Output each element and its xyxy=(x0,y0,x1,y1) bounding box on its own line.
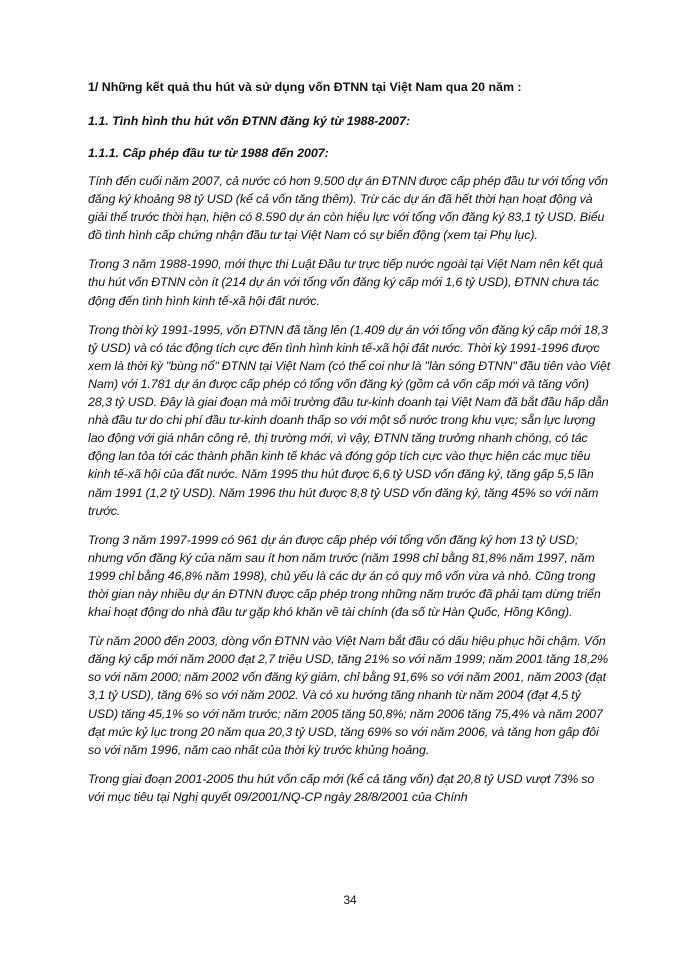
body-paragraph: Trong thời kỳ 1991-1995, vốn ĐTNN đã tăng lên (1.409 dự án với tổng vốn đăng ký cấp mới 18,3 tỷ USD) và có tác động tích cực đến tình hình kinh tế-xã hội đất nước. Thời kỳ 1991-1996 được xem là thời kỳ "bùng nổ" ĐTNN tại Việt Nam (có thể coi như là "làn sóng ĐTNN" đầu tiên vào Việt Nam) với 1.781 dự án được cấp phép có tổng vốn đăng ký (gồm cả vốn cấp mới và tăng vốn) 28,3 tỷ USD. Đây là giai đoạn mà môi trường đầu tư-kinh doanh tại Việt Nam đã bắt đầu hấp dẫn nhà đầu tư do chi phí đầu tư-kinh doanh thấp so với một số nước trong khu vực; sẵn lực lượng lao động với giá nhân công rẻ, thị trường mới, vì vậy, ĐTNN tăng trưởng nhanh chóng, có tác động lan tỏa tới các thành phần kinh tế khác và đóng góp tích cực vào thực hiện các mục tiêu kinh tế-xã hội của đất nước. Năm 1995 thu hút được 6,6 tỷ USD vốn đăng ký, tăng gấp 5,5 lần năm 1991 (1,2 tỷ USD). Năm 1996 thu hút được 8,8 tỷ USD vốn đăng ký, tăng 45% so với năm trước. xyxy=(88,322,611,518)
body-paragraph: Trong 3 năm 1988-1990, mới thực thi Luật Đầu tư trực tiếp nước ngoài tại Việt Nam nên kết quả thu hút vốn ĐTNN còn ít (214 dự án với tổng vốn đăng ký cấp mới 1,6 tỷ USD), ĐTNN chưa tác động đến tình hình kinh tế-xã hội đất nước. xyxy=(88,257,603,308)
page-number: 34 xyxy=(343,893,357,907)
page-content xyxy=(88,78,612,817)
section-heading-1: 1/ Những kết quả thu hút và sử dụng vốn ĐTNN tại Việt Nam qua 20 năm : xyxy=(88,80,522,94)
body-paragraph: Từ năm 2000 đến 2003, dòng vốn ĐTNN vào Việt Nam bắt đầu có dấu hiệu phục hồi chậm. Vốn đăng ký cấp mới năm 2000 đạt 2,7 triệu USD, tăng 21% so với năm 1999; năm 2001 tăng 18,2% so với năm 2000; năm 2002 vốn đăng ký giảm, chỉ bằng 91,6% so với năm 2001, năm 2003 (đạt 3,1 tỷ USD), tăng 6% so với năm 2002. Và có xu hướng tăng nhanh từ năm 2004 (đạt 4,5 tỷ USD) tăng 45,1% so với năm trước; năm 2005 tăng 50,8%; năm 2006 tăng 75,4% và năm 2007 đạt mức kỷ lục trong 20 năm qua 20,3 tỷ USD, tăng 69% so với năm 2006, và tăng hơn gấp đôi so với năm 1996, năm cao nhất của thời kỳ trước khủng hoảng. xyxy=(88,634,609,757)
body-paragraph: Trong giai đoạn 2001-2005 thu hút vốn cấp mới (kể cả tăng vốn) đạt 20,8 tỷ USD vượt 73% so với mục tiêu tại Nghị quyết 09/2001/NQ-CP ngày 28/8/2001 của Chính xyxy=(88,771,595,804)
section-heading-1-1-1: 1.1.1. Cấp phép đầu tư từ 1988 đến 2007: xyxy=(88,146,329,160)
body-paragraph: Tính đến cuối năm 2007, cả nước có hơn 9.500 dự án ĐTNN được cấp phép đầu tư với tổng vốn đăng ký khoảng 98 tỷ USD (kể cả vốn tăng thêm). Trừ các dự án đã hết thời hạn hoạt động và giải thể trước thời hạn, hiện có 8.590 dự án còn hiệu lực với tổng vốn đăng ký 83,1 tỷ USD. Biểu đồ tình hình cấp chứng nhận đầu tư tại Việt Nam có sự biến động (xem tại Phụ lục). xyxy=(88,174,609,243)
section-heading-1-1: 1.1. Tình hình thu hút vốn ĐTNN đăng ký từ 1988-2007: xyxy=(88,114,411,128)
body-paragraph: Trong 3 năm 1997-1999 có 961 dự án được cấp phép với tổng vốn đăng ký hơn 13 tỷ USD; nhưng vốn đăng ký của năm sau ít hơn năm trước (năm 1998 chỉ bằng 81,8% năm 1997, năm 1999 chỉ bằng 46,8% năm 1998), chủ yếu là các dự án có quy mô vốn vừa và nhỏ. Cũng trong thời gian này nhiều dự án ĐTNN được cấp phép trong những năm trước đã phải tạm dừng triển khai hoạt động do nhà đầu tư gặp khó khăn về tài chính (đa số từ Hàn Quốc, Hồng Kông). xyxy=(88,532,601,620)
